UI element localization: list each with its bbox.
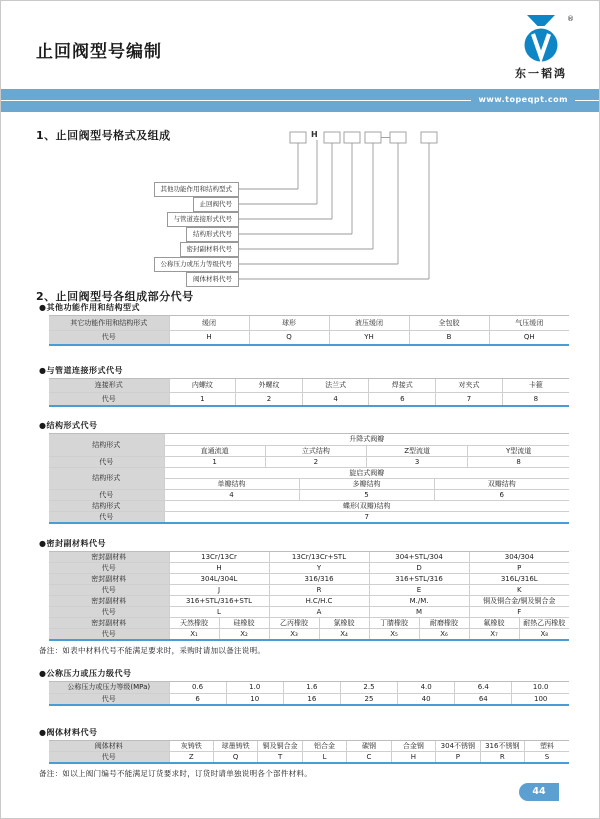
value-cell: X₄ [319,629,369,640]
value-cell: 10.0 [512,682,569,693]
value-cell: K [469,585,569,596]
bullet-heading: ●公称压力或压力级代号 [39,669,132,678]
value-cell: 1 [164,456,265,467]
value-cell: 硅橡胶 [219,618,269,629]
value-cell: 304/304 [469,552,569,563]
code-table-block-structure [39,421,579,524]
row-label-cell: 密封副材料 [49,574,169,585]
value-cell: 对夹式 [436,379,503,392]
label-body-material-code: 阀体材料代号 [186,272,239,287]
value-cell: 缓闭 [169,316,249,330]
code-table [49,681,569,706]
value-cell: L [169,607,269,618]
row-label-cell: 代号 [49,752,169,763]
value-cell: 8 [468,456,569,467]
value-cell: 1 [169,392,236,405]
value-cell: H [391,752,435,763]
row-label-cell: 密封副材料 [49,552,169,563]
value-cell: 304+STL/304 [369,552,469,563]
value-cell: 304不锈钢 [436,741,480,752]
value-cell: 7 [164,511,569,522]
row-label-cell: 结构形式 [49,434,164,456]
value-cell: 外螺纹 [236,379,303,392]
value-cell: P [469,563,569,574]
value-cell: X₂ [219,629,269,640]
value-cell: R [480,752,524,763]
value-cell: 双瓣结构 [434,478,569,489]
registered-mark: ® [567,15,574,23]
value-cell: YH [329,330,409,344]
bullet-heading: ●结构形式代号 [39,421,98,430]
code-table [49,378,569,407]
row-label-cell: 代号 [49,585,169,596]
code-table [49,551,569,641]
page-title: 止回阀型号编制 [36,42,162,62]
page-number-tab: 44 [519,783,559,801]
value-cell: 13Cr/13Cr [169,552,269,563]
value-cell: H [169,330,249,344]
value-cell: 耐热乙丙橡胶 [519,618,569,629]
value-cell: 316+STL/316+STL [169,596,269,607]
label-other-function: 其他功能作用和结构型式 [154,182,240,197]
value-cell: 塑料 [525,741,570,752]
value-cell: 1.0 [226,682,283,693]
value-cell: 316+STL/316 [369,574,469,585]
value-cell: X₈ [519,629,569,640]
code-table [49,433,569,524]
value-cell: 氯橡胶 [319,618,369,629]
code-table-block-pressure [39,669,579,706]
value-cell: 0.6 [169,682,226,693]
row-label-cell: 代号 [49,392,169,405]
value-cell: 316/316 [269,574,369,585]
code-table-block-connection [39,366,579,407]
bullet-heading: ●与管道连接形式代号 [39,366,123,375]
row-label-cell: 代号 [49,607,169,618]
value-cell: 2 [236,392,303,405]
value-cell: B [409,330,489,344]
value-cell: 焊接式 [369,379,436,392]
row-label-cell: 代号 [49,489,164,500]
value-cell: 铝合金 [302,741,346,752]
value-cell: 单瓣结构 [164,478,299,489]
value-cell: A [269,607,369,618]
row-label-cell: 阀体材料 [49,741,169,752]
value-cell: 6 [369,392,436,405]
row-label-cell: 代号 [49,456,164,467]
value-cell: Y型流道 [468,445,569,456]
row-label-cell: 代号 [49,511,164,522]
row-label-cell: 结构形式 [49,500,164,511]
bullet-heading: ●密封副材料代号 [39,539,106,548]
value-cell: 7 [436,392,503,405]
value-cell: 304L/304L [169,574,269,585]
value-cell: H.C/H.C [269,596,369,607]
value-cell: 10 [226,693,283,704]
row-label-cell: 结构形式 [49,467,164,489]
row-label-cell: 密封副材料 [49,618,169,629]
value-cell: F [469,607,569,618]
code-table [49,315,569,346]
model-format-diagram [1,126,600,291]
value-cell: 316不锈钢 [480,741,524,752]
value-cell: X₅ [369,629,419,640]
row-label-cell: 其它功能作用和结构形式 [49,316,169,330]
value-cell: 6 [169,693,226,704]
value-cell: 液压缓闭 [329,316,409,330]
value-cell: 6.4 [455,682,512,693]
row-label-cell: 代号 [49,629,169,640]
value-cell: X₆ [419,629,469,640]
value-cell: Q [249,330,329,344]
label-seal-material-code: 密封副材料代号 [180,242,240,257]
value-cell: 40 [398,693,455,704]
value-cell: Y [269,563,369,574]
value-cell: 3 [367,456,468,467]
model-letter: H [311,130,318,139]
value-cell: 旋启式阀瓣 [164,467,569,478]
table-note: 备注：如表中材料代号不能满足要求时，采购时请加以备注说明。 [39,646,266,655]
value-cell: 25 [340,693,397,704]
value-cell: 5 [299,489,434,500]
value-cell: J [169,585,269,596]
value-cell: 16 [283,693,340,704]
value-cell: 316L/316L [469,574,569,585]
value-cell: X₇ [469,629,519,640]
value-cell: 天然橡胶 [169,618,219,629]
value-cell: Z [169,752,213,763]
value-cell: 13Cr/13Cr+STL [269,552,369,563]
value-cell: 1.6 [283,682,340,693]
row-label-cell: 代号 [49,330,169,344]
value-cell: 6 [434,489,569,500]
value-cell: 2 [265,456,366,467]
value-cell: QH [489,330,569,344]
value-cell: 碳钢 [347,741,391,752]
label-connection-code: 与管道连接形式代号 [167,212,240,227]
value-cell: Q [213,752,257,763]
value-cell: 球墨铸铁 [213,741,257,752]
value-cell: 灰铸铁 [169,741,213,752]
value-cell: S [525,752,570,763]
value-cell: 64 [455,693,512,704]
value-cell: 多瓣结构 [299,478,434,489]
value-cell: 耐磨橡胶 [419,618,469,629]
brand-name: 东一韬鸿 [515,67,567,80]
value-cell: C [347,752,391,763]
label-check-valve-code: 止回阀代号 [193,197,240,212]
value-cell: X₁ [169,629,219,640]
value-cell: 卡箍 [502,379,569,392]
value-cell: 4 [164,489,299,500]
value-cell: 乙丙橡胶 [269,618,319,629]
value-cell: 4.0 [398,682,455,693]
row-label-cell: 代号 [49,563,169,574]
label-structure-code: 结构形式代号 [186,227,239,242]
brand-logo [506,15,576,81]
value-cell: 铜及铜合金/铜及铜合金 [469,596,569,607]
row-label-cell: 连接形式 [49,379,169,392]
value-cell: E [369,585,469,596]
value-cell: 全包胶 [409,316,489,330]
value-cell: 内螺纹 [169,379,236,392]
code-table-block-function [39,303,579,346]
row-label-cell: 公称压力或压力等级(MPa) [49,682,169,693]
label-pressure-code: 公称压力或压力等级代号 [154,257,240,272]
value-cell: 2.5 [340,682,397,693]
banner-url: www.topeqpt.com [471,94,575,106]
value-cell: L [302,752,346,763]
value-cell: 4 [302,392,369,405]
bullet-heading: ●其他功能作用和结构型式 [39,303,140,312]
value-cell: 氟橡胶 [469,618,519,629]
code-table-block-body [39,728,579,779]
code-table-block-seal [39,539,579,656]
section-1-heading: 1、止回阀型号格式及组成 [36,129,171,142]
value-cell: 蝶形(双瓣)结构 [164,500,569,511]
value-cell: 法兰式 [302,379,369,392]
value-cell: 立式结构 [265,445,366,456]
value-cell: Z型流道 [367,445,468,456]
table-note: 备注：如以上阀门编号不能满足订货要求时，订货时请单独说明各个部件材料。 [39,769,312,778]
value-cell: D [369,563,469,574]
diagram-lines [1,126,600,291]
value-cell: 100 [512,693,569,704]
value-cell: H [169,563,269,574]
value-cell: 8 [502,392,569,405]
banner [1,89,600,112]
bullet-heading: ●阀体材料代号 [39,728,98,737]
value-cell: 铜及铜合金 [258,741,302,752]
value-cell: 直通流道 [164,445,265,456]
value-cell: R [269,585,369,596]
value-cell: M [369,607,469,618]
code-table [49,740,569,764]
value-cell: M./M. [369,596,469,607]
value-cell: 丁腈橡胶 [369,618,419,629]
value-cell: 球形 [249,316,329,330]
value-cell: 升降式阀瓣 [164,434,569,445]
row-label-cell: 密封副材料 [49,596,169,607]
value-cell: X₃ [269,629,319,640]
row-label-cell: 代号 [49,693,169,704]
value-cell: 气压缓闭 [489,316,569,330]
section-2-heading: 2、止回阀型号各组成部分代号 [36,290,194,303]
value-cell: 合金钢 [391,741,435,752]
value-cell: T [258,752,302,763]
logo-mark-icon [520,15,562,63]
value-cell: P [436,752,480,763]
